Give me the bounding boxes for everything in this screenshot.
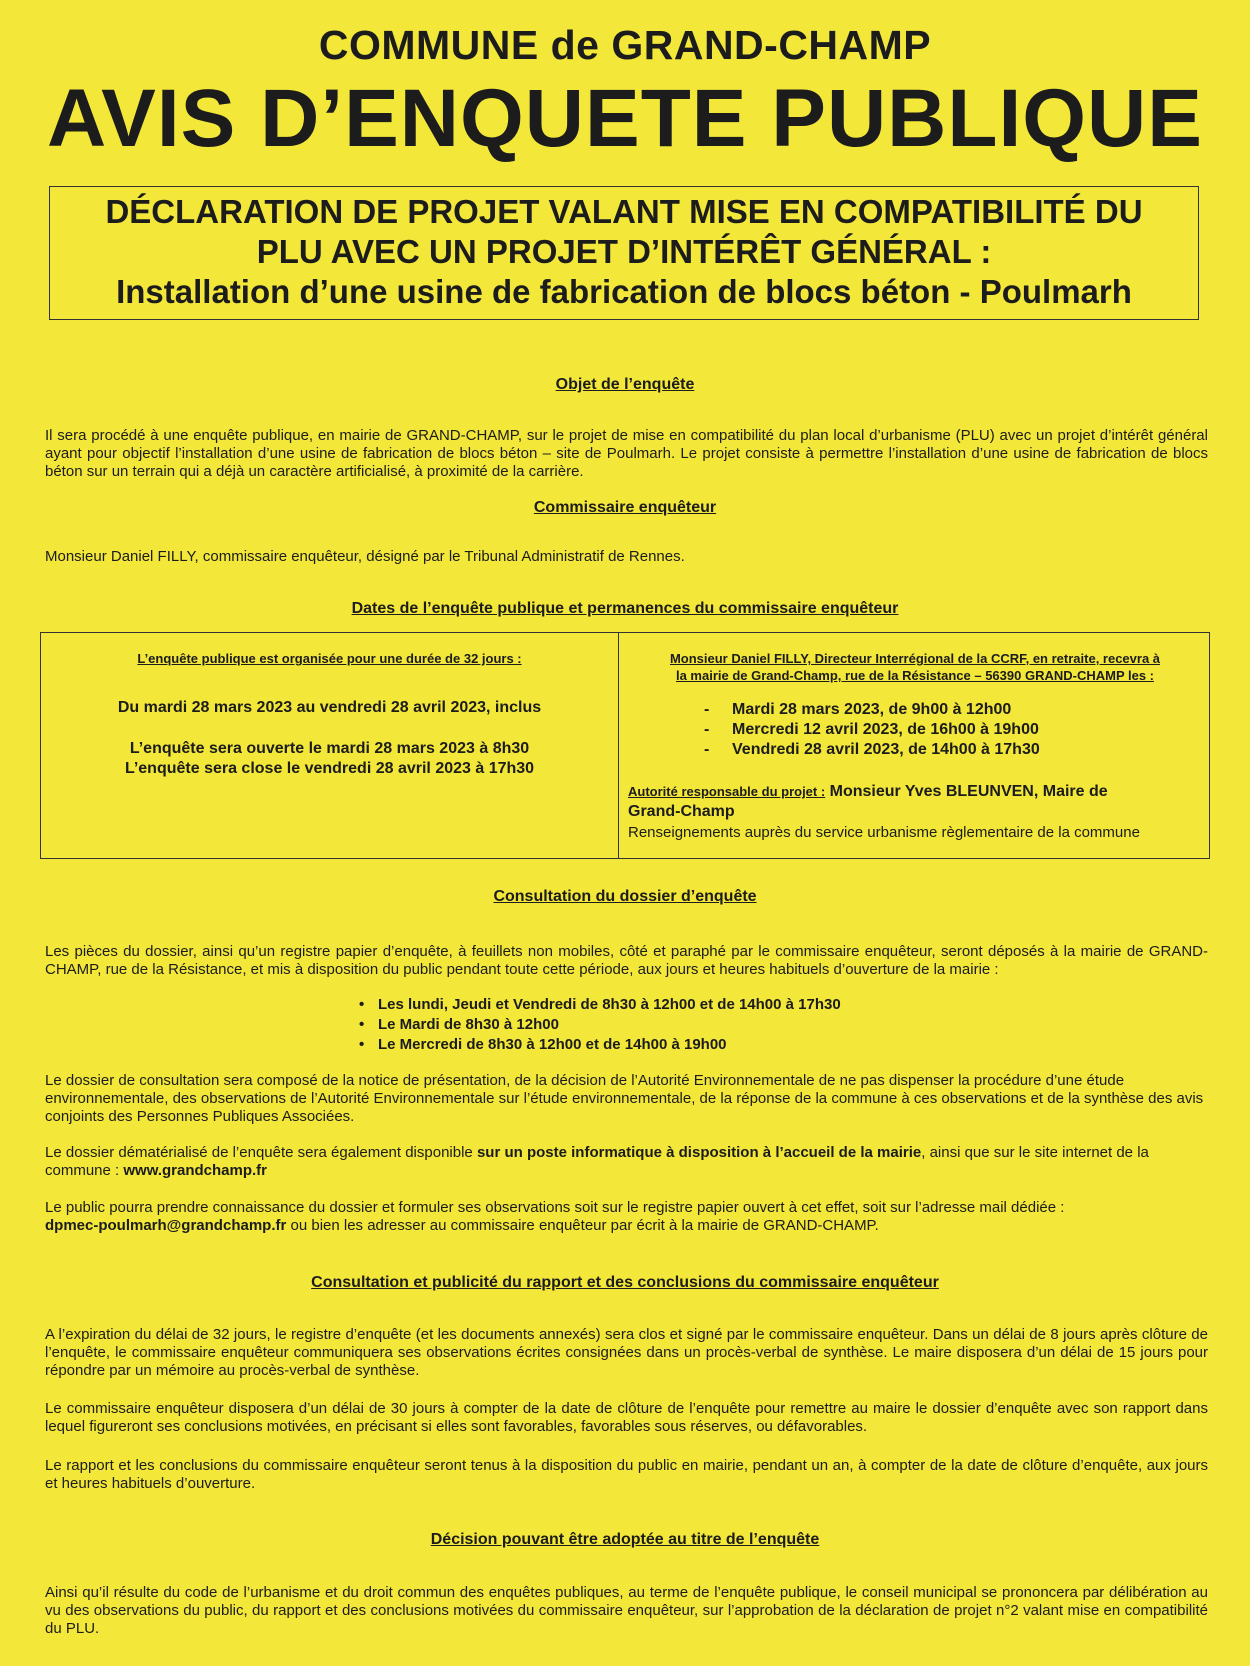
text4-part-b: ou bien les adresser au commissaire enquêteur par écrit à la mairie de GRAND-CHAMP. — [286, 1217, 879, 1234]
authority-label: Autorité responsable du projet : — [628, 784, 826, 799]
permanence-intro-2: la mairie de Grand-Champ, rue de la Résistance – 56390 GRAND-CHAMP les : — [675, 668, 1155, 683]
dash-2: - — [704, 721, 710, 738]
consultation-text-1: Les pièces du dossier, ainsi qu’un registre papier d’enquête, à feuillets non mobiles, côté et paraphé par le commissaire enquêteur, seront déposés à la mairie de GRAND-CHAMP, rue de la Résistance, et mis à disposition du public pendant toute cette période, aux jours et heures habituels d’ouverture de la mairie : — [45, 943, 1208, 978]
objet-heading: Objet de l’enquête — [555, 376, 695, 393]
permanence-intro-1: Monsieur Daniel FILLY, Directeur Interrégional de la CCRF, en retraite, recevra à — [669, 651, 1161, 666]
decision-heading: Décision pouvant être adoptée au titre de l’enquête — [430, 1531, 820, 1548]
commune-name: COMMUNE de GRAND-CHAMP — [318, 22, 932, 68]
authority-info: Renseignements auprès du service urbanisme règlementaire de la commune — [628, 824, 1140, 841]
text3-part-c: , ainsi que sur le site internet de la commune : — [45, 1144, 1149, 1179]
hours-item: Le Mardi de 8h30 à 12h00 — [378, 1016, 559, 1033]
enquiry-close: L’enquête sera close le vendredi 28 avril 2023 à 17h30 — [124, 760, 535, 777]
bullet-1: • — [359, 996, 365, 1013]
commissaire-heading: Commissaire enquêteur — [533, 499, 717, 516]
dates-table — [40, 632, 1210, 859]
project-line-2: PLU AVEC UN PROJET D’INTÉRÊT GÉNÉRAL : — [256, 233, 992, 270]
commissaire-text: Monsieur Daniel FILLY, commissaire enquêteur, désigné par le Tribunal Administratif de Rennes. — [45, 548, 685, 565]
hours-item: Le Mercredi de 8h30 à 12h00 et de 14h00 à 19h00 — [378, 1036, 727, 1053]
authority-name: Monsieur Yves BLEUNVEN, Maire de — [829, 783, 1108, 800]
table-divider — [618, 633, 619, 858]
enquiry-open: L’enquête sera ouverte le mardi 28 mars 2023 à 8h30 — [129, 740, 530, 757]
decision-text: Ainsi qu’il résulte du code de l’urbanisme et du droit commun des enquêtes publiques, au terme de l’enquête publique, le conseil municipal se prononcera par délibération au vu des observations du public, du rapport et des conclusions motivées du commissaire enquêteur, sur l’approbation de la déclaration de projet n°2 valant mise en compatibilité du PLU. — [45, 1584, 1208, 1637]
enquiry-period: Du mardi 28 mars 2023 au vendredi 28 avril 2023, inclus — [117, 699, 542, 716]
consultation-heading: Consultation du dossier d’enquête — [493, 888, 757, 905]
dash-1: - — [704, 701, 710, 718]
duration-intro: L’enquête publique est organisée pour une durée de 32 jours : — [137, 651, 522, 666]
notice-title: AVIS D’ENQUETE PUBLIQUE — [47, 73, 1203, 164]
consultation-text-2: Le dossier de consultation sera composé de la notice de présentation, de la décision de l’Autorité Environnementale de ne pas dispenser la procédure d’une étude environnementale, des observations de l’Autorité Environnementale sur l’étude environnementale, de la réponse de la commune à ces observations et de la synthèse des avis conjoints des Personnes Publiques Associées. — [45, 1072, 1204, 1125]
bullet-3: • — [359, 1036, 365, 1053]
rapport-text-1: A l’expiration du délai de 32 jours, le registre d’enquête (et les documents annexés) sera clos et signé par le commissaire enquêteur. Dans un délai de 8 jours après clôture de l’enquête, le commissaire enquêteur communiquera ses observations écrites consignées dans un procès-verbal de synthèse. Le maire disposera d’un délai de 15 jours pour répondre par un mémoire au procès-verbal de synthèse. — [45, 1326, 1208, 1379]
consultation-text-4 — [45, 1199, 1208, 1235]
website-link[interactable]: www.grandchamp.fr — [123, 1162, 268, 1179]
text3-part-b: sur un poste informatique à disposition à l’accueil de la mairie — [476, 1144, 922, 1161]
dash-3: - — [704, 741, 710, 758]
project-box — [49, 186, 1199, 320]
session-item: Mardi 28 mars 2023, de 9h00 à 12h00 — [732, 701, 1012, 718]
session-item: Vendredi 28 avril 2023, de 14h00 à 17h30 — [732, 741, 1040, 758]
rapport-text-2: Le commissaire enquêteur disposera d’un délai de 30 jours à compter de la date de clôture de l’enquête pour remettre au maire le dossier d’enquête avec son rapport dans lequel figureront ses conclusions motivées, en précisant si elles sont favorables, favorables sous réserves, ou défavorables. — [45, 1400, 1208, 1435]
session-item: Mercredi 12 avril 2023, de 16h00 à 19h00 — [732, 721, 1039, 738]
rapport-text-3: Le rapport et les conclusions du commissaire enquêteur seront tenus à la disposition du public en mairie, pendant un an, à compter de la date de clôture d’enquête, aux jours et heures habituels d’ouverture. — [45, 1457, 1208, 1492]
authority-line — [628, 783, 1108, 801]
consultation-text-3 — [45, 1144, 1208, 1180]
text3-part-a: Le dossier dématérialisé de l’enquête sera également disponible — [45, 1144, 477, 1161]
bullet-2: • — [359, 1016, 365, 1033]
project-line-1: DÉCLARATION DE PROJET VALANT MISE EN COMPATIBILITÉ DU — [105, 193, 1143, 230]
project-line-3: Installation d’une usine de fabrication de blocs béton - Poulmarh — [116, 273, 1132, 310]
objet-text: Il sera procédé à une enquête publique, en mairie de GRAND-CHAMP, sur le projet de mise en compatibilité du plan local d’urbanisme (PLU) avec un projet d’intérêt général ayant pour objectif l’installation d’une usine de fabrication de blocs béton – site de Poulmarh. Le projet consiste à permettre l’installation d’une usine de fabrication de blocs béton sur un terrain qui a déjà un caractère artificialisé, à proximité de la carrière. — [45, 427, 1208, 480]
text4-part-a: Le public pourra prendre connaissance du dossier et formuler ses observations soit sur le registre papier ouvert à cet effet, soit sur l’adresse mail dédiée : — [45, 1199, 1065, 1216]
hours-item: Les lundi, Jeudi et Vendredi de 8h30 à 12h00 et de 14h00 à 17h30 — [378, 996, 841, 1013]
email-link[interactable]: dpmec-poulmarh@grandchamp.fr — [45, 1217, 287, 1234]
rapport-heading: Consultation et publicité du rapport et des conclusions du commissaire enquêteur — [311, 1274, 939, 1291]
dates-heading: Dates de l’enquête publique et permanences du commissaire enquêteur — [351, 600, 899, 617]
authority-name-2: Grand-Champ — [628, 803, 735, 820]
